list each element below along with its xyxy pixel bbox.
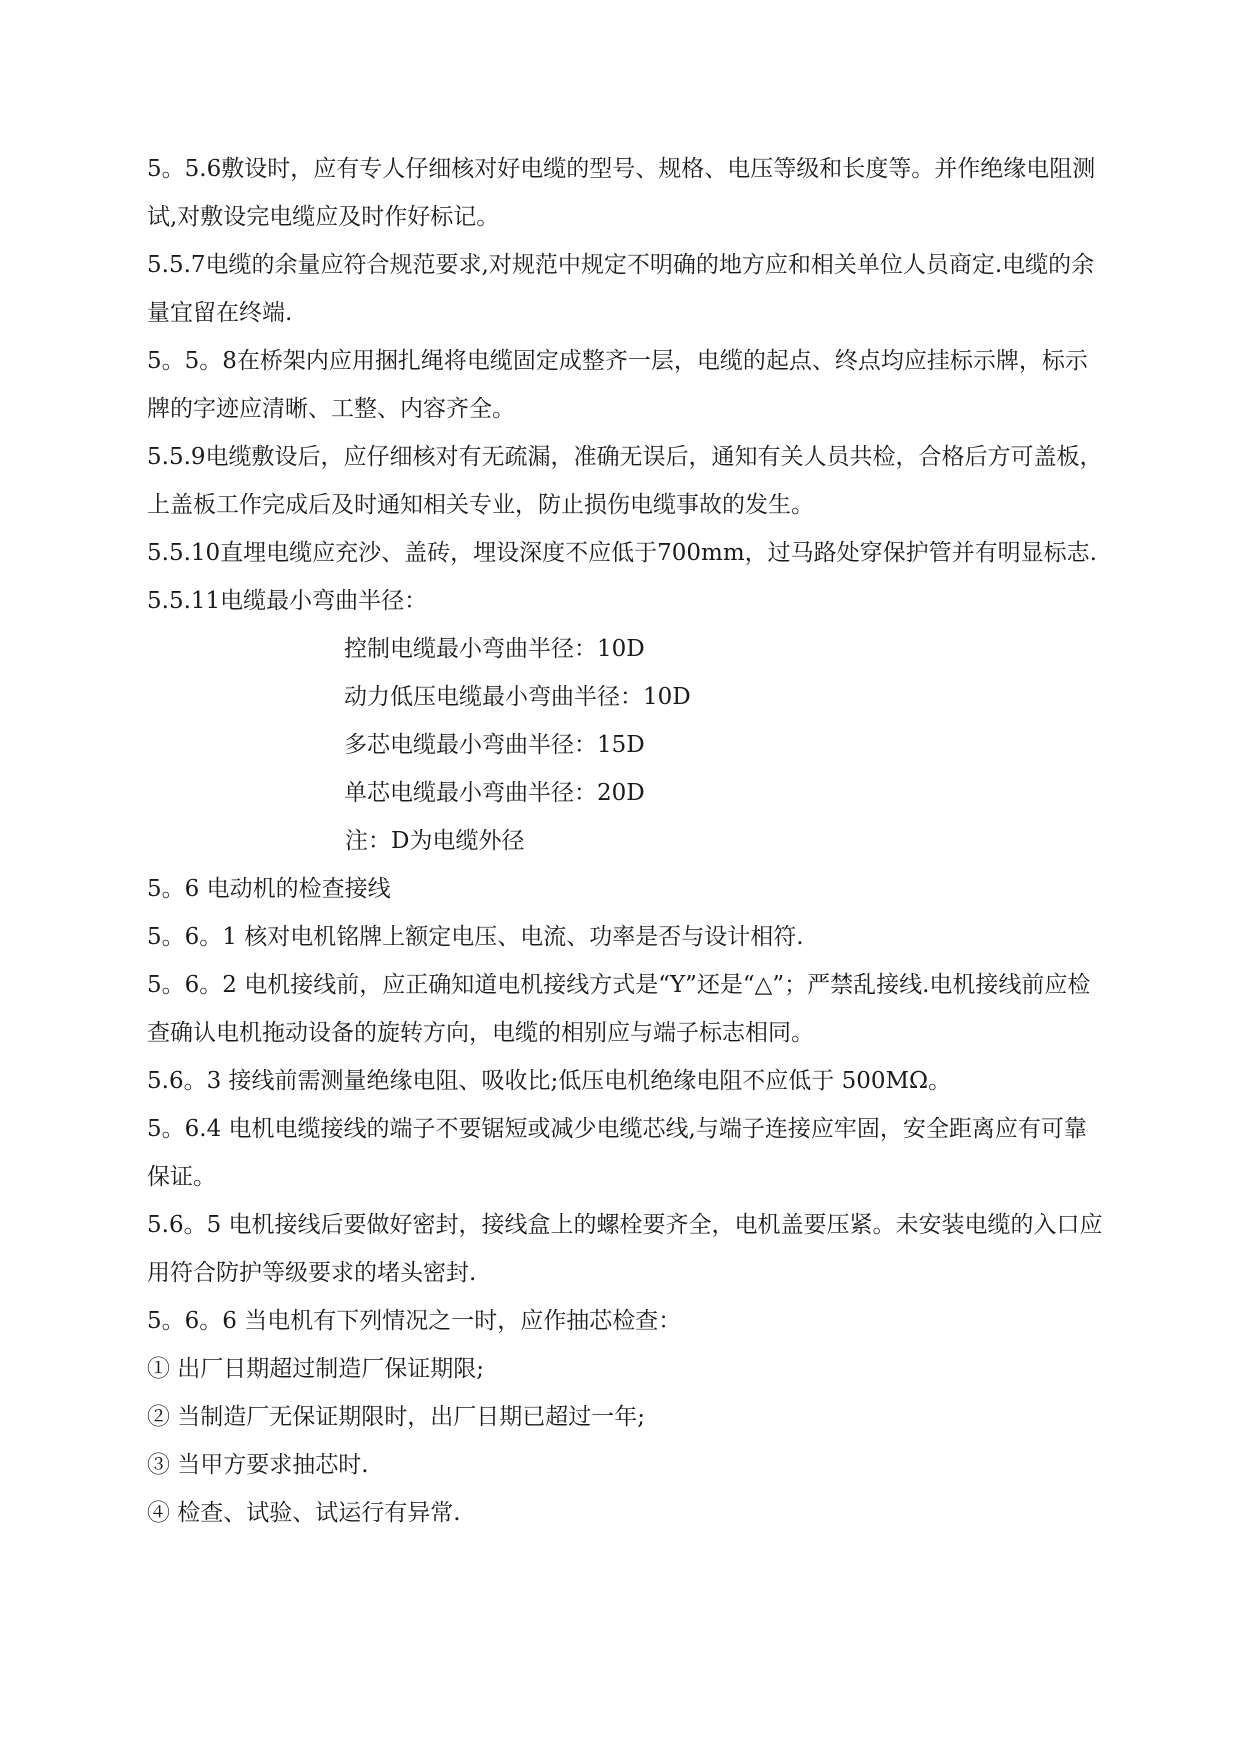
document-body bbox=[147, 145, 1107, 1537]
list-item-4: ④ 检查、试验、试运行有异常. bbox=[147, 1500, 461, 1526]
radius-control-cable: 控制电缆最小弯曲半径：10D bbox=[344, 636, 645, 662]
paragraph-5-6-3: 5.6。3 接线前需测量绝缘电阻、吸收比;低压电机绝缘电阻不应低于 500MΩ。 bbox=[147, 1068, 952, 1094]
paragraph-5-6-1: 5。6。1 核对电机铭牌上额定电压、电流、功率是否与设计相符. bbox=[147, 924, 804, 950]
list-item-3: ③ 当甲方要求抽芯时. bbox=[147, 1452, 369, 1478]
paragraph-5-6-4: 5。6.4 电机电缆接线的端子不要锯短或减少电缆芯线,与端子连接应牢固，安全距离应有可靠保证。 bbox=[147, 1116, 1087, 1190]
radius-note: 注：D为电缆外径 bbox=[345, 828, 525, 854]
paragraph-5-5-8: 5。5。8在桥架内应用捆扎绳将电缆固定成整齐一层，电缆的起点、终点均应挂标示牌，标示牌的字迹应清晰、工整、内容齐全。 bbox=[147, 348, 1088, 422]
radius-singlecore-cable: 单芯电缆最小弯曲半径：20D bbox=[344, 780, 645, 806]
list-item-2: ② 当制造厂无保证期限时，出厂日期已超过一年; bbox=[147, 1404, 646, 1430]
paragraph-5-5-11: 5.5.11电缆最小弯曲半径： bbox=[147, 588, 428, 614]
paragraph-5-6-2: 5。6。2 电机接线前，应正确知道电机接线方式是“Y”还是“△”；严禁乱接线.电机接线前应检查确认电机拖动设备的旋转方向，电缆的相别应与端子标志相同。 bbox=[147, 972, 1091, 1046]
radius-power-cable: 动力低压电缆最小弯曲半径：10D bbox=[344, 684, 691, 710]
radius-multicore-cable: 多芯电缆最小弯曲半径：15D bbox=[344, 732, 645, 758]
paragraph-5-5-10: 5.5.10直埋电缆应充沙、盖砖，埋设深度不应低于700mm，过马路处穿保护管并有明显标志. bbox=[147, 540, 1097, 566]
paragraph-5-5-9: 5.5.9电缆敷设后，应仔细核对有无疏漏，准确无误后，通知有关人员共检，合格后方可盖板，上盖板工作完成后及时通知相关专业，防止损伤电缆事故的发生。 bbox=[147, 444, 1103, 518]
paragraph-5-6-6: 5。6。6 当电机有下列情况之一时，应作抽芯检查： bbox=[147, 1308, 682, 1334]
section-heading-5-6: 5。6 电动机的检查接线 bbox=[147, 876, 391, 902]
paragraph-5-5-7: 5.5.7电缆的余量应符合规范要求,对规范中规定不明确的地方应和相关单位人员商定.电缆的余量宜留在终端. bbox=[147, 252, 1095, 326]
paragraph-5-5-6: 5。5.6敷设时，应有专人仔细核对好电缆的型号、规格、电压等级和长度等。并作绝缘电阻测试,对敷设完电缆应及时作好标记。 bbox=[147, 156, 1096, 230]
paragraph-5-6-5: 5.6。5 电机接线后要做好密封，接线盒上的螺栓要齐全，电机盖要压紧。未安装电缆的入口应用符合防护等级要求的堵头密封. bbox=[147, 1212, 1103, 1286]
list-item-1: ① 出厂日期超过制造厂保证期限; bbox=[147, 1356, 485, 1382]
